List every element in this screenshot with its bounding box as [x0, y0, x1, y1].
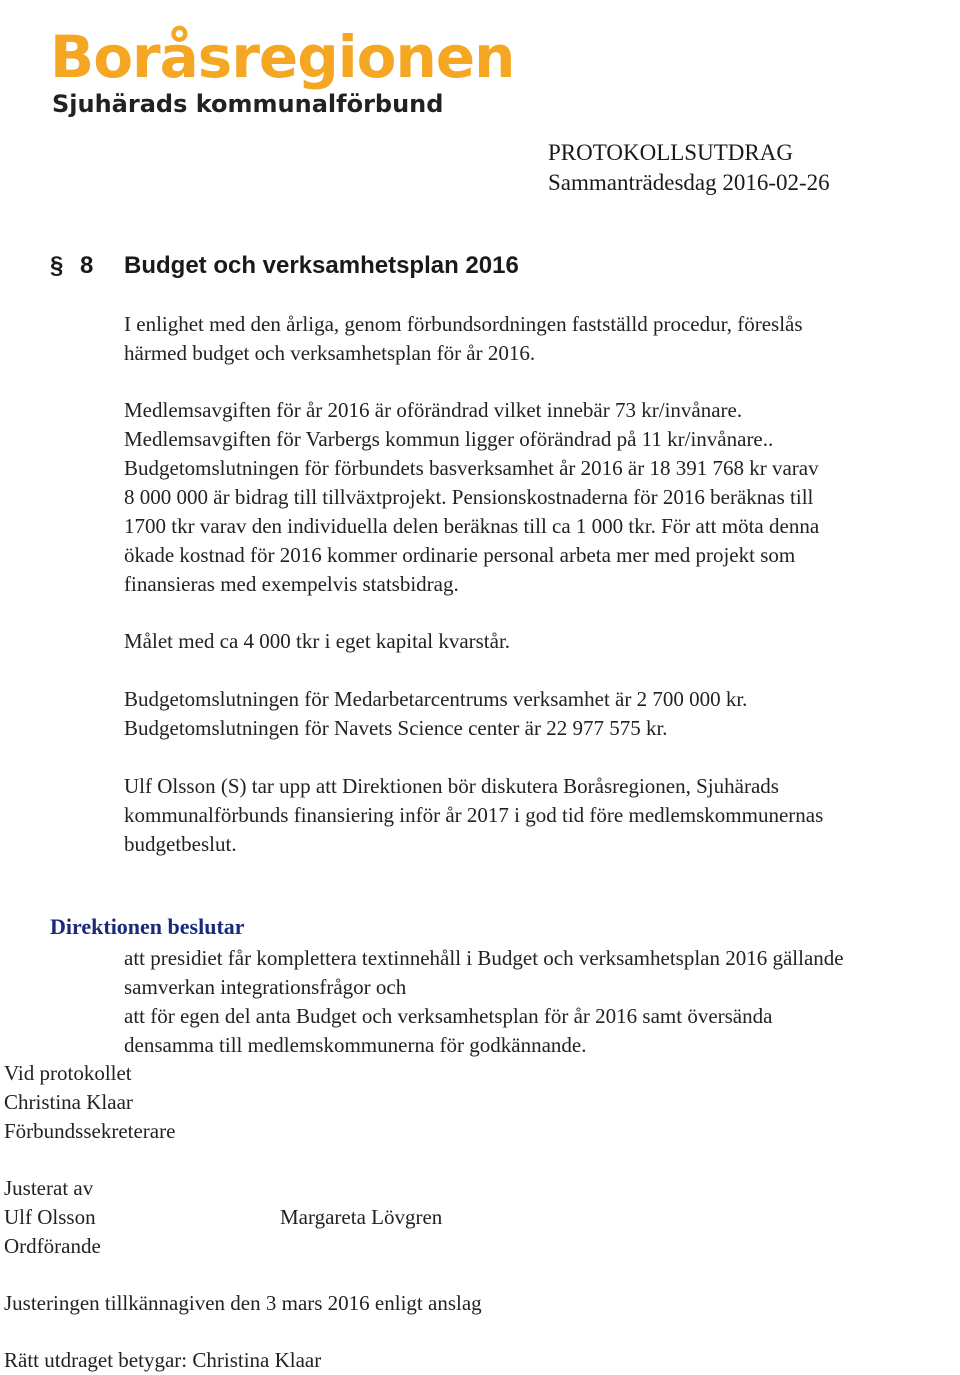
- paragraph-proposal: [124, 772, 823, 859]
- paragraph-budgets: [124, 685, 747, 743]
- text-line: budgetbeslut.: [124, 832, 237, 856]
- text-line: 8 000 000 är bidrag till tillväxtprojekt. Pensionskostnaderna för 2016 beräknas till: [124, 485, 814, 509]
- section-symbol: §: [50, 252, 64, 279]
- text-line: Budgetomslutningen för förbundets basverksamhet år 2016 är 18 391 768 kr varav: [124, 456, 819, 480]
- text-line: att för egen del anta Budget och verksamhetsplan för år 2016 samt översända: [124, 1004, 773, 1028]
- section-heading: [50, 254, 519, 278]
- text-line: Budgetomslutningen för Navets Science center är 22 977 575 kr.: [124, 716, 668, 740]
- adjusted-label: Justerat av: [4, 1176, 94, 1200]
- paragraph-goal: [124, 627, 510, 656]
- text-line: ökade kostnad för 2016 kommer ordinarie personal arbeta mer med projekt som: [124, 543, 796, 567]
- section-number: 8: [80, 252, 94, 279]
- second-adjuster: Margareta Lövgren: [280, 1205, 443, 1229]
- protocol-block: [4, 1059, 175, 1146]
- decision-text: [124, 944, 844, 1060]
- meeting-date: Sammanträdesdag 2016-02-26: [548, 170, 830, 195]
- text-line: att presidiet får komplettera textinnehåll i Budget och verksamhetsplan 2016 gällande: [124, 946, 844, 970]
- text-line: Medlemsavgiften för år 2016 är oförändrad vilket innebär 73 kr/invånare.: [124, 398, 743, 422]
- text-line: finansieras med exempelvis statsbidrag.: [124, 572, 459, 596]
- logo-subtitle: Sjuhärads kommunalförbund: [52, 90, 444, 118]
- text-line: kommunalförbunds finansiering inför år 2017 i god tid före medlemskommunernas: [124, 803, 824, 827]
- announcement-line: Justeringen tillkännagiven den 3 mars 2016 enligt anslag: [4, 1291, 482, 1315]
- chair-role: Ordförande: [4, 1234, 101, 1258]
- secretary-name: Christina Klaar: [4, 1090, 133, 1114]
- logo-title: Boråsregionen: [50, 23, 515, 91]
- document-type: PROTOKOLLSUTDRAG: [548, 140, 793, 165]
- decision-title: Direktionen beslutar: [50, 914, 245, 939]
- text-line: samverkan integrationsfrågor och: [124, 975, 407, 999]
- paragraph-intro: [124, 310, 803, 368]
- text-line: Budgetomslutningen för Medarbetarcentrums verksamhet är 2 700 000 kr.: [124, 687, 748, 711]
- text-line: densamma till medlemskommunerna för godkännande.: [124, 1033, 587, 1057]
- text-line: Medlemsavgiften för Varbergs kommun ligger oförändrad på 11 kr/invånare..: [124, 427, 774, 451]
- chair-name: Ulf Olsson: [4, 1205, 96, 1229]
- certification-line: Rätt utdraget betygar: Christina Klaar: [4, 1348, 322, 1372]
- text-line: I enlighet med den årliga, genom förbundsordningen fastställd procedur, föreslås: [124, 312, 803, 336]
- secretary-role: Förbundssekreterare: [4, 1119, 176, 1143]
- text-line: Ulf Olsson (S) tar upp att Direktionen bör diskutera Boråsregionen, Sjuhärads: [124, 774, 779, 798]
- paragraph-fees: [124, 396, 819, 599]
- text-line: Målet med ca 4 000 tkr i eget kapital kvarstår.: [124, 629, 511, 653]
- text-line: härmed budget och verksamhetsplan för år 2016.: [124, 341, 536, 365]
- text-line: 1700 tkr varav den individuella delen beräknas till ca 1 000 tkr. För att möta denna: [124, 514, 820, 538]
- adjusted-block: [4, 1174, 101, 1261]
- protocol-label: Vid protokollet: [4, 1061, 132, 1085]
- section-title: Budget och verksamhetsplan 2016: [124, 252, 519, 279]
